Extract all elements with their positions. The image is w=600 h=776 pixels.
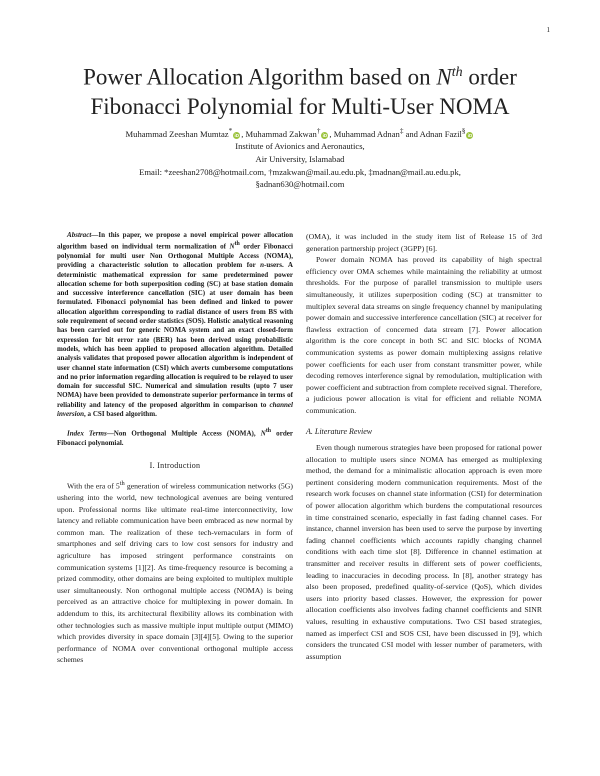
orcid-icon[interactable]: iD [322,132,328,138]
abstract-dash: — [91,231,99,239]
intro-paragraph [57,478,293,666]
subsection-heading-literature-review: A. Literature Review [306,426,373,436]
index-terms-n: N [260,429,266,438]
orcid-icon[interactable]: iD [234,132,239,138]
index-terms-text-2: order Fibonacci polynomial. [57,429,293,447]
title-sup: th [451,65,463,80]
right-paragraph-2: Power domain NOMA has proved its capability of high spectral efficiency over OMA schemes while maintaining the reliability at utmost thresholds. For the purpose of parallel transmission to multiple users simultaneously, it utilizes superposition coding (SC) at transmitter to multiplex several data streams on single frequency channel by manipulating power domain and successive interference cancellation (SIC) at receiver for flawless extraction of concerned data stream [7]. Power allocation algorithm is the core concept in both SC and SIC blocks of NOMA communication systems as power domain multiplexing assigns relative power coefficients for each user from constant transmitter power, while decoding removes interference signal by remodulation, multiplication with power coefficient and subtraction from complete received signal. Therefore, a judicious power allocation is vital for efficient and reliable NOMA communication. [306,255,542,415]
abstract-n: N [229,242,235,251]
abstract-n-users: n [260,261,265,270]
intro-text-pre: With the era of 5 [67,481,120,491]
author-3-mark: ‡ [399,127,404,135]
title-line2: Fibonacci Polynomial for Multi-User NOMA [90,93,510,119]
index-terms-label: Index Terms [67,429,107,438]
title-line1-pre: Power Allocation Algorithm based on [83,64,437,90]
page-number: 1 [546,26,550,34]
abstract-th: th [234,241,240,248]
abstract-label: Abstract [67,231,92,239]
right-column [306,231,542,662]
right-paragraph-3: Even though numerous strategies have been proposed for rational power allocation to multiple users since NOMA has emerged as multiplexing method, the demand for a minimalistic allocation approach is even more pertinent considering modern communication requirements. Most of the research work focuses on channel state information (CSI) for determination of power allocation algorithm which burdens the computational resources in time constrained scenario, especially in fast fading channel cases. For instance, channel inversion has been used to serve the purpose by inverting fading channel coefficients which accounts rapidly changing channel conditions with each time slot [8]. Difference in channel estimation at transmitter and receiver results in different sets of power coefficients, leading to inaccuracies in decoding process. In [8], another strategy has also been proposed, predefined quality-of-service (QoS), which divides users into priority based classes. However, the expression for power allocation coefficients also involves fading channel coefficients and SINR values, resulting in exhaustive computations. Two CSI based strategies, named as imperfect CSI and SOS CSI, have been discussed in [9], which considers the truncated CSI model with lesser number of parameters, with assumption [306,443,542,661]
abstract-text-4: , a CSI based algorithm. [84,409,157,418]
author-2: , Muhammad Zakwan [241,128,317,139]
email-line-2: §adnan630@hotmail.com [255,179,345,190]
institute: Institute of Avionics and Aeronautics, [235,141,365,152]
orcid-icon[interactable]: iD [467,132,473,138]
paper-title [30,58,570,121]
intro-sup: th [119,479,125,487]
email-line-1: Email: *zeeshan2708@hotmail.com, †mzakwan@mail.au.edu.pk, ‡madnan@mail.au.edu.pk, [139,166,461,177]
abstract [57,231,293,419]
index-terms-dash: — [106,429,114,438]
index-terms-text-1: Non Orthogonal Multiple Access (NOMA), [113,429,261,438]
right-paragraph-1: (OMA), it was included in the study item list of Release 15 of 3rd generation partnership project (3GPP) [6]. [306,232,542,253]
abstract-text-1: In this paper, we propose a novel empirical power allocation algorithm based on individual term normalization of [57,231,293,251]
abstract-channel-inversion: channel inversion [57,400,293,418]
author-4-mark: § [461,127,466,135]
author-4: and Adnan Fazil [403,128,462,139]
author-1: Muhammad Zeeshan Mumtaz [125,128,229,139]
intro-text-post: generation of wireless communication networks (5G) ushering into the world, new technological avenues are being ventured upon. Professional norms like ultimate real-time interconnectivity, low latency and reliable communication have been embraced as new normal by common man. The realization of these tech-vernaculars in form of smartphones and self driving cars to low cost sensors for industry and agriculture has imposed stringent performance constraints on communication systems [1][2]. As time-frequency resource is becoming a prized commodity, other domains are being exploited to multiplex multiple user simultaneously. Non orthogonal multiple access (NOMA) is being perceived as an attractive choice for multiplexing in power domain. In addendum to this, its architectural flexibility allows its combination with other technologies such as massive multiple input multiple output (MIMO) which provides diversity in space domain [3][4][5]. Owing to the superior performance of NOMA over conventional orthogonal multiple access schemes [57,481,293,665]
title-n: N [436,64,452,90]
author-2-mark: † [316,127,321,135]
title-line1-post: order [462,64,517,90]
author-block [40,125,560,191]
index-terms-th: th [265,428,272,435]
left-column [57,231,293,666]
abstract-text-3: -users. A deterministic mathematical expression for same predetermined power allocation scheme for both superposition coding (SC) at base station domain and successive interference cancellation (SIC) at user domain has been formulated. Fibonacci polynomial has been defined and linked to power allocation algorithm corresponding to radial distance of users from BS with sole requirement of second order statistics (SOS). Holistic analytical reasoning has been carried out for generic NOMA system and an exact closed-form expression for bit error rate (BER) has been derived using probabilistic models, which has been applied to proposed allocation algorithm. Detailed analysis validates that proposed power allocation algorithm is independent of user channel state information (CSI) which averts cumbersome computations and no prior information regarding allocation is required to be relayed to user domain for successful SIC. Numerical and simulation results (upto 7 user NOMA) have been provided to demonstrate superior performance in terms of reliability and latency of the proposed algorithm in comparison to [57,261,293,409]
author-3: , Muhammad Adnan [329,128,400,139]
author-names [40,125,560,140]
university: Air University, Islamabad [255,154,345,165]
author-1-mark: * [228,127,233,135]
index-terms [57,427,293,448]
section-heading-introduction: I. Introduction [149,461,201,471]
abstract-text-2: order Fibonacci polynomial for multi user Non Orthogonal Multiple Access (NOMA), providing a characteristic solution to allocation problem for [57,242,293,270]
